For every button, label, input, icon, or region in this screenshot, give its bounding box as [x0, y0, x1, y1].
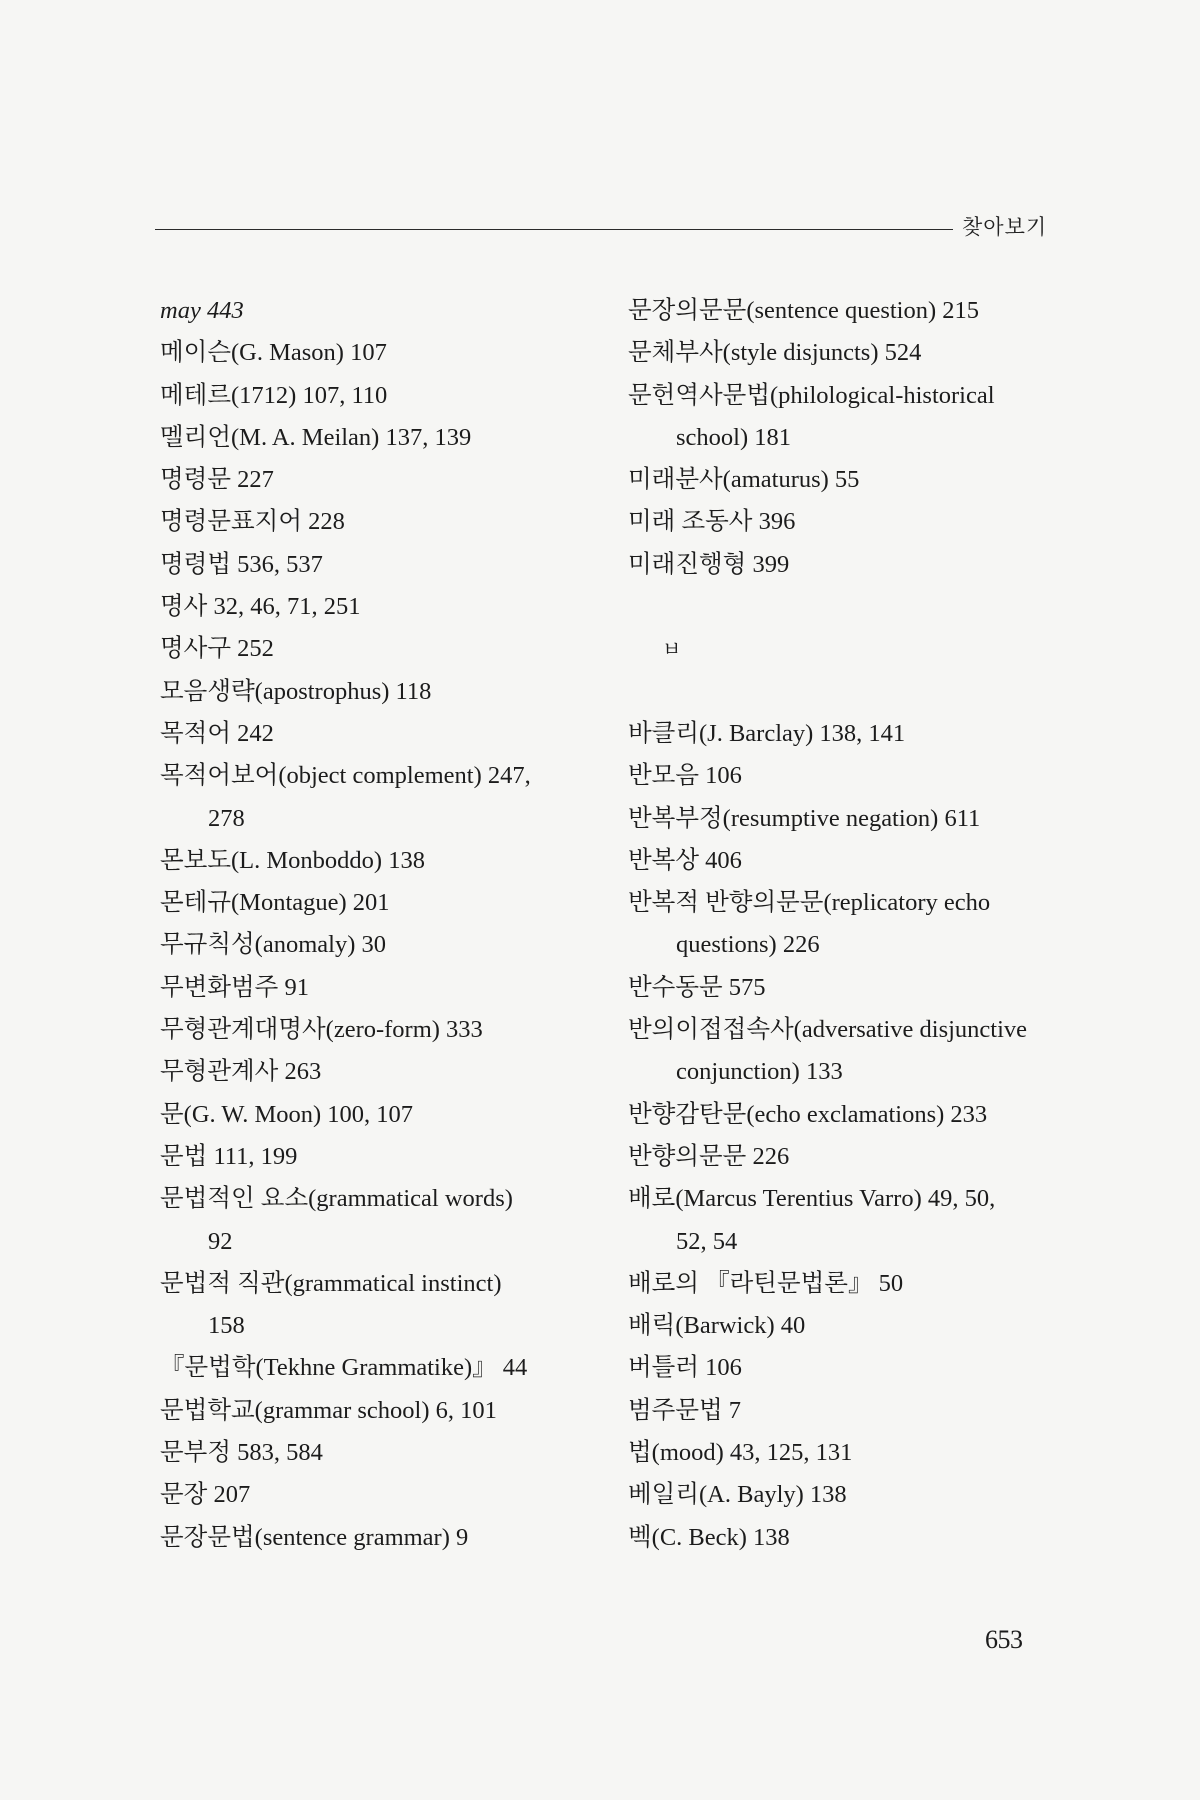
index-entry-continuation: 158	[208, 1312, 245, 1340]
index-entry-continuation: 92	[208, 1227, 233, 1255]
index-entry: 반복상 406	[628, 846, 742, 874]
index-entry: may 443	[160, 297, 244, 324]
index-entry: 반복적 반향의문문(replicatory echo	[628, 889, 991, 917]
index-entry: 베일리(A. Bayly) 138	[628, 1481, 847, 1509]
index-column-right	[628, 290, 1068, 1559]
index-entry: 모음생략(apostrophus) 118	[160, 677, 432, 705]
index-entry: 명사 32, 46, 71, 251	[160, 593, 361, 621]
index-entry: 문체부사(style disjuncts) 524	[628, 339, 922, 367]
index-entry: 『문법학(Tekhne Grammatike)』 44	[160, 1354, 528, 1382]
index-entry: 문법적 직관(grammatical instinct)	[160, 1269, 502, 1297]
index-entry: 무규칙성(anomaly) 30	[160, 931, 386, 959]
index-entry: 배로의 『라틴문법론』 50	[628, 1269, 904, 1297]
index-entry: 배로(Marcus Terentius Varro) 49, 50,	[628, 1185, 996, 1213]
blank-line	[628, 586, 1068, 628]
index-entry: 배릭(Barwick) 40	[628, 1312, 806, 1340]
index-entry-continuation: questions) 226	[676, 931, 820, 959]
index-entry: 문(G. W. Moon) 100, 107	[160, 1100, 414, 1128]
section-heading: ㅂ	[662, 637, 682, 662]
index-entry: 무변화범주 91	[160, 973, 309, 1001]
index-entry: 명령문 227	[160, 466, 274, 494]
index-entry: 몬보도(L. Monboddo) 138	[160, 846, 425, 874]
index-entry: 문법적인 요소(grammatical words)	[160, 1185, 513, 1213]
index-entry: 반의이접접속사(adversative disjunctive	[628, 1016, 1028, 1044]
index-entry: 반향감탄문(echo exclamations) 233	[628, 1100, 988, 1128]
running-header-title: 찾아보기	[962, 215, 1048, 239]
index-entry: 문장문법(sentence grammar) 9	[160, 1523, 469, 1551]
index-entry: 문장의문문(sentence question) 215	[628, 297, 980, 324]
index-entry: 반모음 106	[628, 762, 742, 790]
index-entry: 명령문표지어 228	[160, 508, 345, 536]
index-entry: 반향의문문 226	[628, 1142, 790, 1170]
index-entry: 명사구 252	[160, 635, 274, 663]
index-entry-continuation: conjunction) 133	[676, 1058, 843, 1086]
index-entry: 몬테규(Montague) 201	[160, 889, 390, 917]
index-entry: 무형관계사 263	[160, 1058, 322, 1086]
index-entry-continuation: 52, 54	[676, 1227, 738, 1255]
index-entry: 메테르(1712) 107, 110	[160, 381, 388, 409]
index-entry: 멜리언(M. A. Meilan) 137, 139	[160, 423, 472, 451]
index-entry: 바클리(J. Barclay) 138, 141	[628, 719, 906, 747]
index-entry: 메이슨(G. Mason) 107	[160, 339, 387, 367]
header-rule	[155, 229, 953, 230]
index-entry: 미래분사(amaturus) 55	[628, 466, 860, 494]
index-entry: 문부정 583, 584	[160, 1439, 323, 1467]
index-entry: 벡(C. Beck) 138	[628, 1523, 790, 1551]
index-entry: 목적어보어(object complement) 247,	[160, 762, 531, 790]
index-entry: 명령법 536, 537	[160, 550, 323, 578]
index-entry: 문법학교(grammar school) 6, 101	[160, 1396, 497, 1424]
index-entry: 미래진행형 399	[628, 550, 790, 578]
page-number: 653	[985, 1625, 1023, 1654]
index-entry: 미래 조동사 396	[628, 508, 796, 536]
index-column-left	[160, 290, 600, 1559]
index-entry: 문헌역사문법(philological-historical	[628, 381, 995, 409]
index-entry: 반수동문 575	[628, 973, 766, 1001]
index-entry-continuation: school) 181	[676, 423, 791, 451]
index-entry: 목적어 242	[160, 719, 274, 747]
index-entry: 버틀러 106	[628, 1354, 742, 1382]
index-entry-continuation: 278	[208, 804, 245, 832]
index-entry: 반복부정(resumptive negation) 611	[628, 804, 981, 832]
index-entry: 문장 207	[160, 1481, 251, 1509]
blank-line	[628, 671, 1068, 713]
index-entry: 범주문법 7	[628, 1396, 742, 1424]
index-entry: 법(mood) 43, 125, 131	[628, 1439, 853, 1467]
index-entry: 문법 111, 199	[160, 1142, 298, 1170]
index-entry: 무형관계대명사(zero-form) 333	[160, 1016, 483, 1044]
